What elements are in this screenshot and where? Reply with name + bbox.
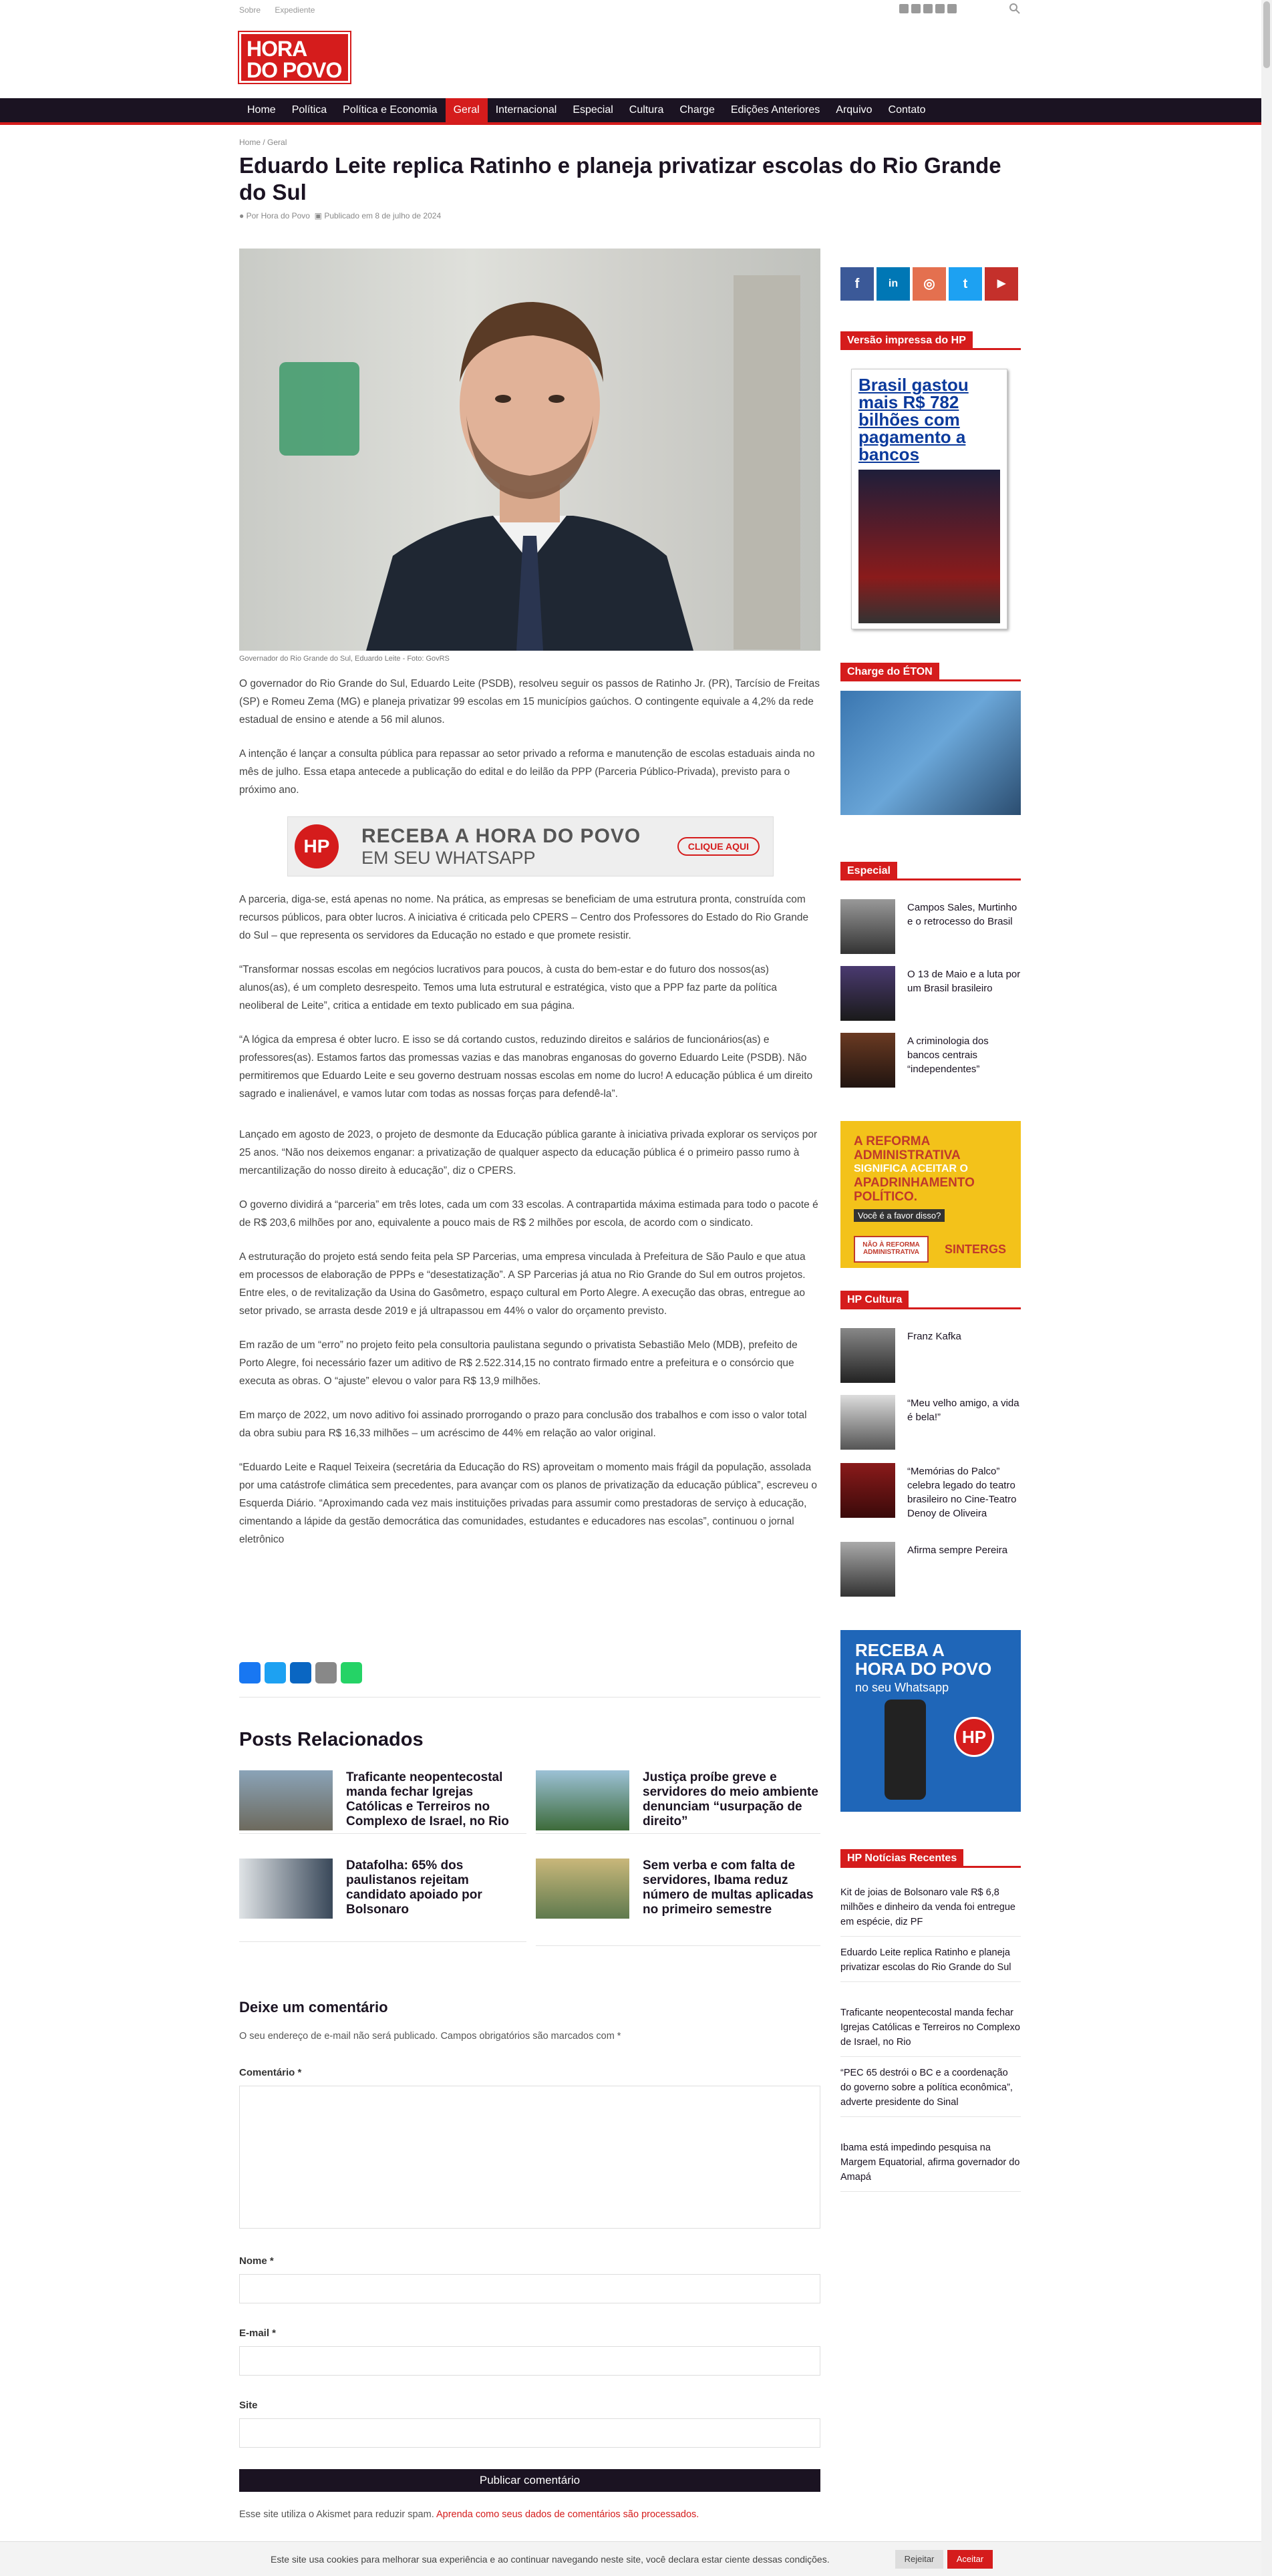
nav-politica[interactable]: Política bbox=[291, 104, 327, 116]
related-heading: Posts Relacionados bbox=[239, 1729, 424, 1750]
nav-politica-economia[interactable]: Política e Economia bbox=[343, 104, 438, 116]
site-input[interactable] bbox=[239, 2418, 820, 2448]
related-post[interactable] bbox=[536, 1859, 816, 1939]
article-meta bbox=[239, 211, 441, 220]
portrait-illustration bbox=[239, 249, 820, 651]
recent-item[interactable]: Eduardo Leite replica Ratinho e planeja privatizar escolas do Rio Grande do Sul bbox=[840, 1945, 1021, 1982]
image-caption: Governador do Rio Grande do Sul, Eduardo Leite - Foto: GovRS bbox=[239, 655, 450, 663]
cultura-item[interactable] bbox=[840, 1328, 1021, 1383]
breadcrumb[interactable]: Home / Geral bbox=[239, 138, 287, 147]
twitter-icon[interactable] bbox=[935, 4, 945, 13]
especial-thumbnail[interactable] bbox=[840, 899, 895, 954]
twitter-icon[interactable]: t bbox=[949, 267, 982, 301]
facebook-icon[interactable] bbox=[899, 4, 909, 13]
logo-line-1: HORA bbox=[247, 37, 307, 61]
youtube-icon[interactable] bbox=[947, 4, 957, 13]
cultura-item[interactable] bbox=[840, 1395, 1021, 1450]
related-title[interactable]: Sem verba e com falta de servidores, Ibama reduz número de multas aplicadas no primeiro semestre bbox=[643, 1859, 814, 1917]
whatsapp-sidebar-banner[interactable] bbox=[840, 1630, 1021, 1812]
nav-especial[interactable]: Especial bbox=[573, 104, 613, 116]
cultura-title[interactable]: Franz Kafka bbox=[907, 1331, 961, 1342]
especial-item[interactable] bbox=[840, 1033, 1021, 1088]
cookie-reject-button[interactable]: Rejeitar bbox=[895, 2550, 943, 2569]
top-link-sobre[interactable]: Sobre bbox=[239, 5, 261, 15]
submit-comment-button[interactable]: Publicar comentário bbox=[239, 2469, 820, 2492]
related-thumbnail[interactable] bbox=[536, 1770, 629, 1830]
reforma-line2: SIGNIFICA ACEITAR O bbox=[854, 1163, 968, 1174]
charge-cartoon[interactable] bbox=[840, 691, 1021, 815]
recent-item[interactable]: Kit de joias de Bolsonaro vale R$ 6,8 milhões e dinheiro da venda foi entregue em espécie, diz PF bbox=[840, 1885, 1021, 1937]
divider bbox=[536, 1945, 820, 1946]
email-label: E-mail * bbox=[239, 2327, 277, 2339]
comment-label: Comentário * bbox=[239, 2067, 302, 2078]
cookie-text: Este site usa cookies para melhorar sua experiência e ao continuar navegando neste site, você declara estar ciente dessas condições. bbox=[271, 2554, 830, 2565]
linkedin-share-icon[interactable] bbox=[290, 1662, 311, 1683]
nav-internacional[interactable]: Internacional bbox=[495, 104, 557, 116]
paragraph: O governador do Rio Grande do Sul, Eduardo Leite (PSDB), resolveu seguir os passos de Ratinho Jr. (PR), Tarcísio de Freitas (SP) e Romeu Zema (MG) e planeja privatizar 99 escolas em 15 municípios gaúchos. O contingente equivale a 4,2% da rede estadual de ensino e atende a 56 mil alunos. bbox=[239, 678, 820, 726]
cultura-item[interactable] bbox=[840, 1542, 1021, 1597]
print-cover-image bbox=[858, 470, 1000, 623]
nav-arquivo[interactable]: Arquivo bbox=[836, 104, 872, 116]
reforma-badge: NÃO À REFORMA ADMINISTRATIVA bbox=[854, 1236, 929, 1263]
akismet-text: Esse site utiliza o Akismet para reduzir spam. bbox=[239, 2509, 434, 2520]
sidebar-social bbox=[840, 267, 1018, 301]
paragraph: A parceria, diga-se, está apenas no nome. Na prática, as empresas se beneficiam de uma estrutura pronta, construída com recursos públicos, para obter lucros. A iniciativa é criticada pelo CPERS – Centro dos Professores do Estado do Rio Grande do Sul – que representa os servidores da Educação no estado e que promete resistir. bbox=[239, 894, 809, 941]
cultura-title[interactable]: “Memórias do Palco” celebra legado do teatro brasileiro no Cine-Teatro Denoy de Oliveira bbox=[907, 1466, 1017, 1519]
related-thumbnail[interactable] bbox=[536, 1859, 629, 1919]
article-date: Publicado em 8 de julho de 2024 bbox=[324, 211, 442, 220]
linkedin-icon[interactable] bbox=[911, 4, 921, 13]
wa-side-line1: RECEBA A bbox=[855, 1640, 945, 1660]
wa-banner-line1: RECEBA A HORA DO POVO bbox=[361, 824, 641, 847]
related-title[interactable]: Datafolha: 65% dos paulistanos rejeitam candidato apoiado por Bolsonaro bbox=[346, 1859, 482, 1917]
paragraph: Em razão de um “erro” no projeto feito pela consultoria paulistana segundo o privatista Sebastião Melo (MDB), prefeito de Porto Alegre, foi necessário fazer um aditivo de R$ 2.522.314,15 no contrato firmado entre a prefeitura e o consórcio que executa as obras. O “ajuste” elevou o valor para R$ 13,9 milhões. bbox=[239, 1339, 798, 1387]
comment-textarea[interactable] bbox=[239, 2086, 820, 2229]
whatsapp-share-icon[interactable] bbox=[341, 1662, 362, 1683]
cultura-heading: HP Cultura bbox=[840, 1291, 1021, 1309]
divider bbox=[239, 1941, 526, 1942]
youtube-icon[interactable]: ▶ bbox=[985, 267, 1018, 301]
recent-item[interactable]: Traficante neopentecostal manda fechar Igrejas Católicas e Terreiros no Complexo de Israel, no Rio bbox=[840, 2005, 1021, 2057]
print-headline: Brasil gastou mais R$ 782 bilhões com pagamento a bancos bbox=[858, 375, 969, 464]
article-hero-image bbox=[239, 249, 820, 651]
especial-thumbnail[interactable] bbox=[840, 1033, 895, 1088]
reforma-banner[interactable] bbox=[840, 1121, 1021, 1268]
cookie-bar bbox=[0, 2541, 1272, 2576]
divider bbox=[536, 1833, 820, 1834]
related-thumbnail[interactable] bbox=[239, 1770, 333, 1830]
related-post[interactable] bbox=[239, 1770, 520, 1850]
facebook-share-icon[interactable] bbox=[239, 1662, 261, 1683]
nav-geral[interactable]: Geral bbox=[446, 98, 488, 122]
wa-side-line3: no seu Whatsapp bbox=[855, 1681, 949, 1694]
instagram-icon[interactable]: ◎ bbox=[913, 267, 946, 301]
nav-contato[interactable]: Contato bbox=[888, 104, 926, 116]
paragraph: Lançado em agosto de 2023, o projeto de desmonte da Educação pública garante à iniciativa privada explorar os serviços por 25 anos. “Não nos deixemos enganar: a privatização de qualquer aspecto da educação pública é o primeiro passo rumo à mercantilização do nosso direito à educação”, diz o CPERS. bbox=[239, 1129, 818, 1176]
calendar-icon: ▣ bbox=[314, 211, 325, 220]
cultura-title[interactable]: Afirma sempre Pereira bbox=[907, 1545, 1008, 1556]
instagram-icon[interactable] bbox=[923, 4, 933, 13]
scrollbar-thumb[interactable] bbox=[1263, 1, 1270, 68]
user-icon: ● bbox=[239, 211, 247, 220]
paragraph: A intenção é lançar a consulta pública para repassar ao setor privado a reforma e manutenção de escolas estaduais ainda no mês de julho. Essa etapa antecede a publicação do edital e do leilão da PPP (Parceria Público-Privada), previsto para o próximo ano. bbox=[239, 748, 815, 796]
nav-edicoes-anteriores[interactable]: Edições Anteriores bbox=[730, 104, 820, 116]
related-post[interactable] bbox=[536, 1770, 816, 1850]
cultura-title[interactable]: “Meu velho amigo, a vida é bela!” bbox=[907, 1398, 1019, 1423]
scrollbar[interactable] bbox=[1261, 0, 1272, 2576]
paragraph: O governo dividirá a “parceria” em três lotes, cada um com 33 escolas. A contrapartida máxima estimada para todo o pacote é de R$ 203,6 milhões por ano, equivalente a pouco mais de R$ 2 milhões por escola, de acordo com o sindicato. bbox=[239, 1199, 818, 1229]
akismet-note bbox=[239, 2509, 699, 2520]
print-heading: Versão impressa do HP bbox=[840, 331, 1021, 350]
top-links bbox=[239, 5, 327, 15]
cultura-thumbnail[interactable] bbox=[840, 1463, 895, 1518]
especial-thumbnail[interactable] bbox=[840, 966, 895, 1021]
article-body-intro bbox=[239, 675, 820, 815]
top-social-icons bbox=[899, 4, 957, 13]
article-body-main bbox=[239, 891, 820, 1565]
akismet-link[interactable]: Aprenda como seus dados de comentários são processados. bbox=[436, 2509, 699, 2520]
name-input[interactable] bbox=[239, 2274, 820, 2303]
reforma-question: Você é a favor disso? bbox=[854, 1209, 945, 1222]
email-share-icon[interactable] bbox=[315, 1662, 337, 1683]
divider bbox=[239, 1697, 820, 1698]
paragraph: “A lógica da empresa é obter lucro. E isso se dá cortando custos, reduzindo direitos e salários de funcionários(as) e professores(as). Estamos fartos das promessas vazias e das manobras enganosas do governo Eduardo Leite (PSDB). Não permitiremos que Eduardo Leite e seu governo destruam nossas escolas em nome do lucro! A educação pública é um direito sagrado e inalienável, e vamos lutar com todas as nossas forças para defendê-la”. bbox=[239, 1034, 813, 1100]
nav-home[interactable]: Home bbox=[247, 104, 276, 116]
phone-illustration bbox=[885, 1700, 926, 1800]
sintergs-logo: SINTERGS bbox=[945, 1243, 1007, 1256]
paragraph: “Transformar nossas escolas em negócios lucrativos para poucos, à custa do bem-estar e do futuro dos nossos(as) alunos(as), é um completo desrespeito. Temos uma luta estrutural e estratégica, visto que a PPP faz parte da política neoliberal de Leite”, critica a entidade em texto publicado em sua página. bbox=[239, 964, 777, 1011]
article-author[interactable]: Por Hora do Povo bbox=[246, 211, 310, 220]
main-nav bbox=[0, 98, 1272, 125]
comment-heading: Deixe um comentário bbox=[239, 1999, 388, 2016]
cookie-accept-button[interactable]: Aceitar bbox=[947, 2550, 993, 2569]
charge-heading: Charge do ÉTON bbox=[840, 663, 1021, 681]
linkedin-icon[interactable]: in bbox=[877, 267, 910, 301]
especial-heading: Especial bbox=[840, 862, 1021, 880]
related-title[interactable]: Justiça proíbe greve e servidores do meio ambiente denunciam “usurpação de direito” bbox=[643, 1770, 818, 1828]
recent-item[interactable]: Ibama está impedindo pesquisa na Margem Equatorial, afirma governador do Amapá bbox=[840, 2140, 1021, 2192]
especial-item[interactable] bbox=[840, 966, 1021, 1021]
cultura-thumbnail[interactable] bbox=[840, 1328, 895, 1383]
cultura-item[interactable] bbox=[840, 1463, 1021, 1527]
twitter-share-icon[interactable] bbox=[265, 1662, 286, 1683]
paragraph: A estruturação do projeto está sendo feita pela SP Parcerias, uma empresa vinculada à Prefeitura de São Paulo e que atua em processos de elaboração de PPPs e “desestatização”. A SP Parcerias já atua no Rio Grande do Sul em outros projetos. Entre eles, o de revitalização da Usina do Gasômetro, espaço cultural em Porto Alegre. A execução das obras, entregue ao setor privado, se arrasta desde 2019 e já ultrapassou em 44% o valor do orçamento previsto. bbox=[239, 1251, 806, 1317]
recent-heading: HP Notícias Recentes bbox=[840, 1849, 1021, 1868]
paragraph: “Eduardo Leite e Raquel Teixeira (secretária da Educação do RS) aproveitam o momento mais frágil da população, assolada por uma catástrofe climática sem precedentes, para avançar com os planos de privatização da educação pública”, escreveu o Esquerda Diário. “Aproximando cada vez mais instituições privadas para assumir como prestadoras de serviço à educação, cimentando a lápide da gestão democrática das comunidades, estudantes e educadores nas escolas”, continuou o jornal eletrônico bbox=[239, 1462, 818, 1545]
reforma-line1: A REFORMA ADMINISTRATIVA bbox=[854, 1134, 961, 1162]
site-logo[interactable] bbox=[239, 32, 350, 83]
top-link-expediente[interactable]: Expediente bbox=[275, 5, 315, 15]
cultura-thumbnail[interactable] bbox=[840, 1542, 895, 1597]
especial-title[interactable]: A criminologia dos bancos centrais “independentes” bbox=[907, 1035, 989, 1075]
search-icon[interactable] bbox=[1009, 3, 1021, 15]
related-title[interactable]: Traficante neopentecostal manda fechar Igrejas Católicas e Terreiros no Complexo de Israel, no Rio bbox=[346, 1770, 509, 1828]
wa-side-line2: HORA DO POVO bbox=[855, 1659, 992, 1679]
comment-note: O seu endereço de e-mail não será publicado. Campos obrigatórios são marcados com * bbox=[239, 2031, 621, 2042]
share-buttons bbox=[239, 1662, 362, 1683]
top-bar bbox=[0, 0, 1272, 20]
hp-badge: HP bbox=[295, 824, 339, 868]
divider bbox=[239, 1833, 526, 1834]
reforma-line3: APADRINHAMENTO POLÍTICO. bbox=[854, 1176, 975, 1204]
site-label: Site bbox=[239, 2400, 258, 2411]
name-label: Nome * bbox=[239, 2255, 274, 2267]
print-edition-cover[interactable] bbox=[851, 369, 1007, 629]
especial-title[interactable]: O 13 de Maio e a luta por um Brasil brasileiro bbox=[907, 969, 1021, 994]
facebook-icon[interactable]: f bbox=[840, 267, 874, 301]
hp-badge: HP bbox=[954, 1717, 994, 1757]
especial-title[interactable]: Campos Sales, Murtinho e o retrocesso do Brasil bbox=[907, 902, 1017, 927]
paragraph: Em março de 2022, um novo aditivo foi assinado prorrogando o prazo para conclusão dos trabalhos e com isso o valor total da obra subiu para R$ 16,33 milhões – um acréscimo de 44% em relação ao valor original. bbox=[239, 1410, 807, 1439]
logo-line-2: DO POVO bbox=[247, 58, 342, 82]
wa-banner-line2: EM SEU WHATSAPP bbox=[361, 847, 536, 868]
email-input[interactable] bbox=[239, 2346, 820, 2376]
wa-banner-cta[interactable]: CLIQUE AQUI bbox=[677, 837, 760, 856]
especial-item[interactable] bbox=[840, 899, 1021, 954]
recent-item[interactable]: “PEC 65 destrói o BC e a coordenação do governo sobre a política econômica”, adverte presidente do Sinal bbox=[840, 2066, 1021, 2117]
cultura-thumbnail[interactable] bbox=[840, 1395, 895, 1450]
related-thumbnail[interactable] bbox=[239, 1859, 333, 1919]
nav-charge[interactable]: Charge bbox=[679, 104, 715, 116]
related-post[interactable] bbox=[239, 1859, 520, 1939]
article-title: Eduardo Leite replica Ratinho e planeja privatizar escolas do Rio Grande do Sul bbox=[239, 153, 1001, 204]
nav-cultura[interactable]: Cultura bbox=[629, 104, 664, 116]
whatsapp-banner[interactable] bbox=[287, 816, 774, 876]
